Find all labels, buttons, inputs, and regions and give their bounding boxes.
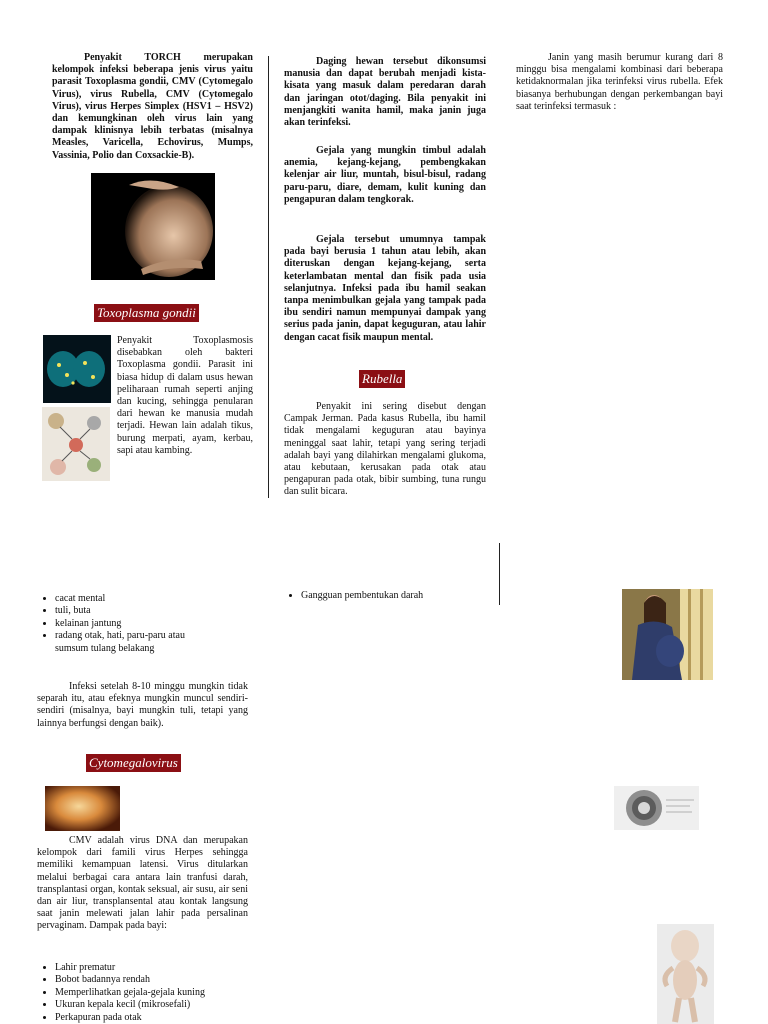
toxoplasma-lifecycle-diagram <box>42 407 110 481</box>
toxoplasma-heading: Toxoplasma gondii <box>94 304 199 322</box>
rubella-paragraph: Penyakit ini sering disebut dengan Campak Jerman. Pada kasus Rubella, ibu hamil tidak mengalami keguguran atau bayinya meninggal saat lahir, tetapi yang sering terjadi adalah bayi yang dilahirkan mengalami glukoma, atau kebutaan, kerusakan pada otak atau pengapuran pada otak, bibir sumbing, tuna rungu dan sulit bicara. <box>284 401 486 498</box>
pregnant-belly-photo <box>91 173 215 280</box>
rubella-heading: Rubella <box>359 370 405 388</box>
list-item: • Gangguan pembentukan darah <box>301 590 501 602</box>
cmv-effects-list <box>33 962 275 1024</box>
list-item: • tuli, buta <box>55 605 195 617</box>
symptoms-age-paragraph: Gejala tersebut umumnya tampak pada bayi berusia 1 tahun atau lebih, akan diteruskan dengan kejang-kejang, serta keterlambatan mental dan fisik pada usia selanjutnya. Infeksi pada ibu hamil seakan tanpa menimbulkan gejala yang tampak pada ibu sendiri namun mempunyai dampak yang serius pada janin, dapat keguguran, atau lahir dengan cacat fisik maupun mental. <box>284 234 486 343</box>
cmv-retina-image <box>45 786 120 831</box>
list-item: • Perkapuran pada otak <box>55 1012 275 1024</box>
blood-disorder-list <box>279 590 501 602</box>
list-item: • cacat mental <box>55 593 195 605</box>
symptoms-paragraph: Gejala yang mungkin timbul adalah anemia, kejang-kejang, pembengkakan kelenjar air liur, muntah, bisul-bisul, radang paru-paru, diare, demam, kulit kuning dan pengapuran dalam tengkorak. <box>284 145 486 205</box>
fetus-image <box>657 924 714 1024</box>
rubella-effects-paragraph: Janin yang masih berumur kurang dari 8 minggu bisa mengalami kombinasi dari beberapa ketidaknormalan jika terinfeksi virus rubella. Efek biasanya berhubungan dengan perkembangan bayi saat terinfeksi termasuk : <box>516 52 723 112</box>
column-divider-1 <box>268 56 269 498</box>
toxoplasma-microscope-image <box>43 335 111 403</box>
list-item: • Ukuran kepala kecil (mikrosefali) <box>55 999 275 1011</box>
list-item: • Lahir prematur <box>55 962 275 974</box>
meat-consumption-paragraph: Daging hewan tersebut dikonsumsi manusia dan dapat berubah menjadi kista-kisata yang masuk dalam peredaran darah dan jaringan otot/daging. Bila penyakit ini menjangkiti wanita hamil, maka janin juga akan terinfeksi. <box>284 56 486 129</box>
pregnant-woman-window-photo <box>622 589 713 680</box>
list-item: • radang otak, hati, paru-paru atau sumsum tulang belakang <box>55 630 195 655</box>
intro-paragraph: Penyakit TORCH merupakan kelompok infeksi beberapa jenis virus yaitu parasit Toxoplasma gondii, CMV (Cytomegalo Virus), virus Rubella, CMV (Cytomegalo Virus), virus Herpes Simplex (HSV1 – HSV2) dan kemungkinan oleh virus lain yang dampak klinisnya lebih terbatas (misalnya Measles, Varicella, Echovirus, Mumps, Vassinia, Polio dan Coxsackie-B). <box>52 52 253 161</box>
list-item: • kelainan jantung <box>55 618 195 630</box>
rubella-effects-list <box>33 593 195 655</box>
list-item: • Memperlihatkan gejala-gejala kuning <box>55 987 275 999</box>
cmv-virus-image <box>614 786 699 830</box>
cytomegalovirus-heading: Cytomegalovirus <box>86 754 181 772</box>
list-item: • Bobot badannya rendah <box>55 974 275 986</box>
infection-after-weeks-paragraph: Infeksi setelah 8-10 minggu mungkin tidak separah itu, atau efeknya mungkin muncul sendiri-sendiri (misalnya, bayi mungkin tuli, tetapi yang lainnya berfungsi dengan baik). <box>37 681 248 729</box>
cmv-paragraph: CMV adalah virus DNA dan merupakan kelompok dari famili virus Herpes sehingga memiliki kemampuan latensi. Virus ditularkan melalui berbagai cara antara lain tranfusi darah, transplantasi organ, kontak seksual, air susu, air seni dan air liur, transplansental atau kontak langsung saat janin melewati jalan lahir pada persalinan pervaginam. Dampak pada bayi: <box>37 835 248 932</box>
toxoplasma-paragraph: Penyakit Toxoplasmosis disebabkan oleh bakteri Toxoplasma gondii. Parasit ini biasa hidup di dalam usus hewan peliharaan rumah seperti anjing dan kucing, sehingga penularan dari hewan ke manusia mudah terjadi. Hewan lain adalah tikus, burung merpati, ayam, kerbau, sapi atau kambing. <box>117 335 253 456</box>
